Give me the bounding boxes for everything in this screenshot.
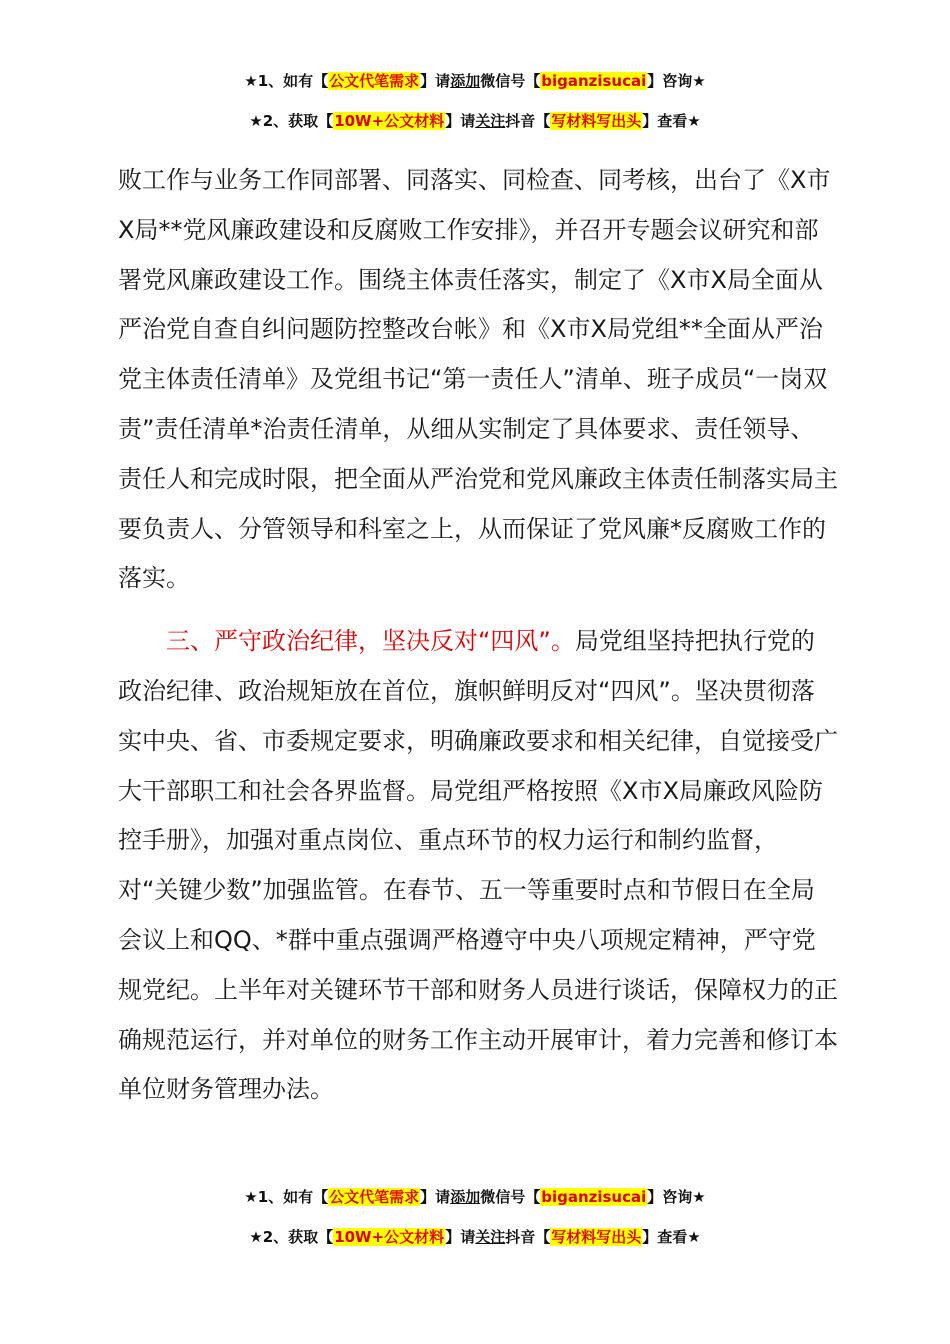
header-promo-line-1: ★1、如有【公文代笔需求】请添加微信号【biganzisucai】咨询★ bbox=[244, 72, 706, 90]
header-promo-line-2: ★2、获取【10W+公文材料】请关注抖音【写材料写出头】查看★ bbox=[249, 112, 701, 130]
highlight-materials: 10W+公文材料 bbox=[334, 112, 445, 130]
footer-promo-line-1: ★1、如有【公文代笔需求】请添加微信号【biganzisucai】咨询★ bbox=[244, 1188, 706, 1206]
highlight-materials: 10W+公文材料 bbox=[334, 1228, 445, 1246]
highlight-douyin-id: 写材料写出头 bbox=[551, 1228, 642, 1246]
section-heading: 三、严守政治纪律，坚决反对“四风”。 bbox=[166, 627, 575, 656]
section-text: 局党组坚持把执行党的政治纪律、政治规矩放在首位，旗帜鲜明反对“四风”。坚决贯彻落实中央、省、市委规定要求，明确廉政要求和相关纪律，自觉接受广大干部职工和社会各界监督。局党组严格按照《X市X局廉政风险防控手册》，加强对重点岗位、重点环节的权力运行和制约监督，对“关键少数”加强监管。在春节、五一等重要时点和节假日在全局会议上和QQ、*群中重点强调严格遵守中央八项规定精神，严守党规党纪。上半年对关键环节干部和财务人员进行谈话，保障权力的正确规范运行，并对单位的财务工作主动开展审计，着力完善和修订本单位财务管理办法。 bbox=[118, 627, 838, 1104]
document-body bbox=[118, 156, 838, 1115]
highlight-douyin-id: 写材料写出头 bbox=[551, 112, 642, 130]
paragraph-continued: 败工作与业务工作同部署、同落实、同检查、同考核，出台了《X市X局**党风廉政建设和反腐败工作安排》，并召开专题会议研究和部署党风廉政建设工作。围绕主体责任落实，制定了《X市X局全面从严治党自查自纠问题防控整改台帐》和《X市X局党组**全面从严治党主体责任清单》及党组书记“第一责任人”清单、班子成员“一岗双责”责任清单*治责任清单，从细从实制定了具体要求、责任领导、责任人和完成时限，把全面从严治党和党风廉政主体责任制落实局主要负责人、分管领导和科室之上，从而保证了党风廉*反腐败工作的落实。 bbox=[118, 166, 838, 593]
highlight-wechat-id: biganzisucai bbox=[541, 1188, 647, 1206]
paragraph-section-three bbox=[118, 617, 838, 1115]
highlight-service: 公文代笔需求 bbox=[329, 1188, 420, 1206]
highlight-service: 公文代笔需求 bbox=[329, 72, 420, 90]
highlight-wechat-id: biganzisucai bbox=[541, 72, 647, 90]
footer-promo-line-2: ★2、获取【10W+公文材料】请关注抖音【写材料写出头】查看★ bbox=[249, 1228, 701, 1246]
